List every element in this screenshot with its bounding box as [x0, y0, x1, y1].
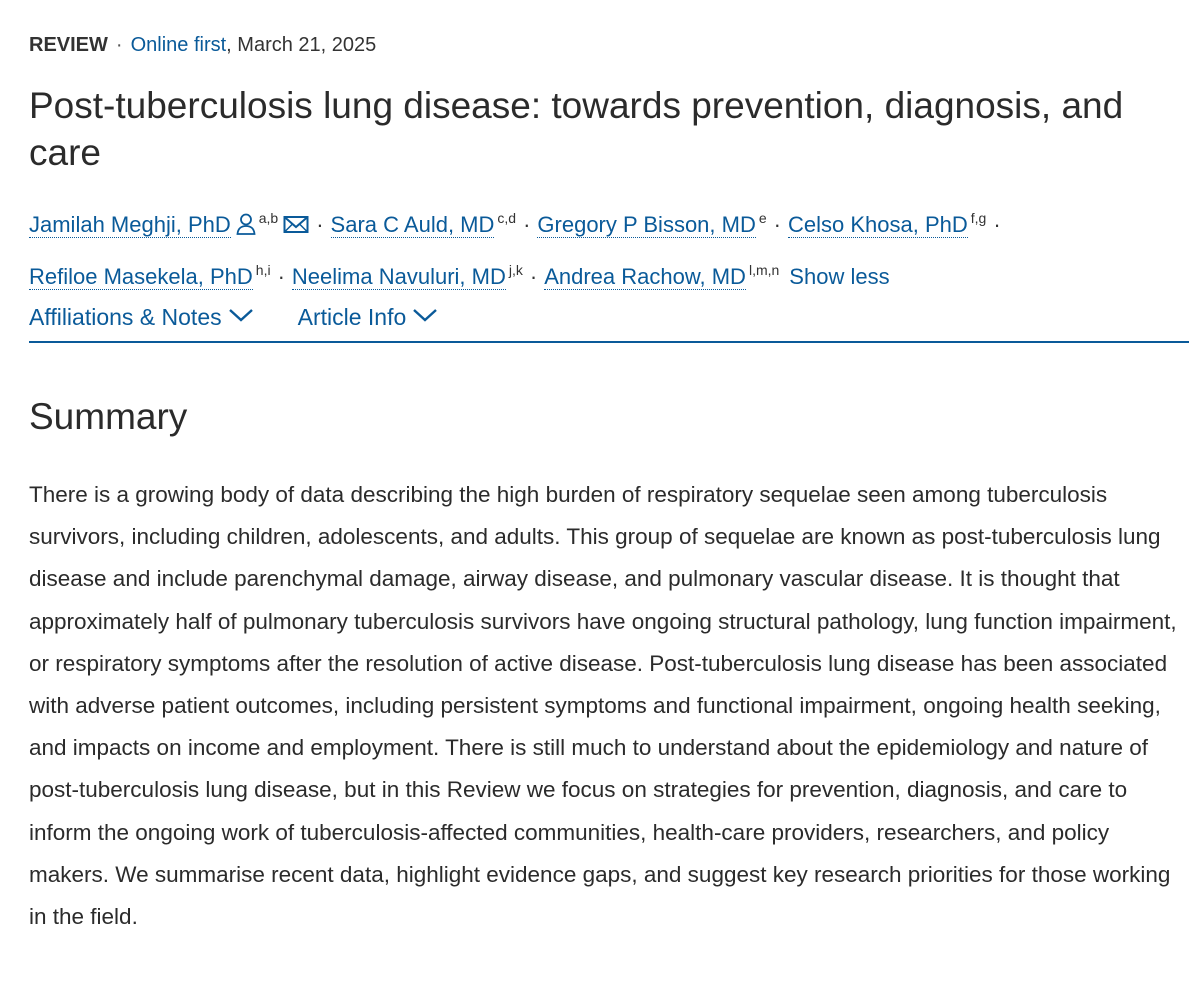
author-affiliation: l,m,n: [748, 262, 780, 278]
author-link[interactable]: Refiloe Masekela, PhD: [29, 264, 253, 289]
author-link[interactable]: Andrea Rachow, MD: [544, 264, 746, 289]
section-divider: [29, 341, 1189, 343]
author-affiliation: a,b: [258, 210, 279, 226]
author-separator: ·: [529, 264, 538, 289]
article-title: Post-tuberculosis lung disease: towards prevention, diagnosis, and care: [29, 85, 1124, 173]
author-link[interactable]: Gregory P Bisson, MD: [537, 212, 756, 237]
author-affiliation: c,d: [497, 210, 517, 226]
summary-paragraph: There is a growing body of data describing the high burden of respiratory sequelae seen among tuberculosis survivors, including children, adolescents, and adults. This group of sequelae are known as post-tuberculosis lung disease and include parenchymal damage, airway disease, and pulmonary vascular disease. It is thought that approximately half of pulmonary tuberculosis survivors have ongoing structural pathology, lung function impairment, or respiratory symptoms after the resolution of active disease. Post-tuberculosis lung disease has been associated with adverse patient outcomes, including persistent symptoms and functional impairment, ongoing health seeking, and impacts on income and employment. There is still much to understand about the epidemiology and nature of post-tuberculosis lung disease, but in this Review we focus on strategies for prevention, diagnosis, and care to inform the ongoing work of tuberculosis-affected communities, health-care providers, researchers, and policy makers. We summarise recent data, highlight evidence gaps, and suggest key research priorities for those working in the field.: [29, 482, 1177, 930]
author-separator: ·: [316, 212, 324, 237]
article-toggles: [29, 298, 438, 334]
chevron-down-icon: [228, 298, 254, 332]
article-meta: [29, 31, 376, 59]
article-info-toggle[interactable]: [298, 298, 439, 334]
article-info-label: Article Info: [297, 304, 407, 330]
author-affiliation: h,i: [255, 262, 271, 278]
article-type: REVIEW: [29, 34, 108, 56]
author-affiliation: j,k: [508, 262, 523, 278]
affiliations-notes-toggle[interactable]: [29, 298, 254, 334]
author-link[interactable]: Jamilah Meghji, PhD: [29, 212, 231, 237]
show-less-button[interactable]: Show less: [789, 264, 890, 289]
author-link[interactable]: Celso Khosa, PhD: [787, 212, 968, 237]
meta-separator: ·: [115, 34, 123, 56]
online-first-link[interactable]: Online first: [130, 34, 227, 56]
author-affiliation: f,g: [970, 210, 987, 226]
mail-icon[interactable]: [283, 207, 309, 249]
affiliations-notes-label: Affiliations & Notes: [29, 304, 222, 330]
author-separator: ·: [993, 212, 1001, 237]
author-separator: ·: [523, 212, 531, 237]
chevron-down-icon: [412, 298, 438, 332]
author-list: [29, 197, 1189, 298]
author-link[interactable]: Sara C Auld, MD: [330, 212, 495, 237]
author-separator: ·: [277, 264, 285, 289]
publication-date: , March 21, 2025: [226, 34, 377, 56]
author-affiliation: e: [758, 210, 767, 226]
summary-heading: Summary: [29, 396, 188, 437]
author-link[interactable]: Neelima Navuluri, MD: [291, 264, 506, 289]
author-separator: ·: [773, 212, 781, 237]
person-icon[interactable]: [236, 207, 256, 249]
